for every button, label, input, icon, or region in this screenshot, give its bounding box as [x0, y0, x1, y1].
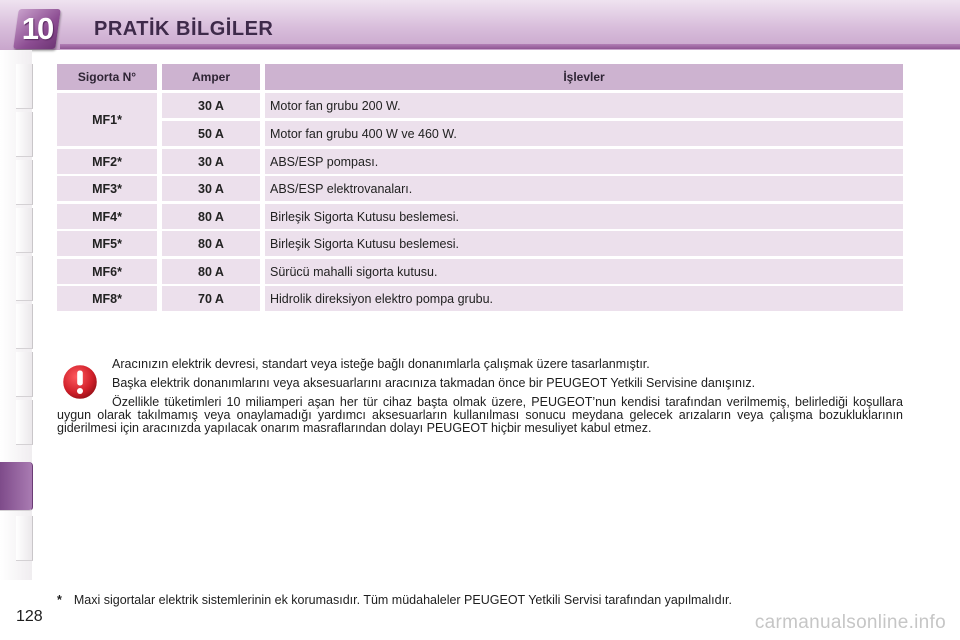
- table-cell-function: Sürücü mahalli sigorta kutusu.: [265, 259, 903, 284]
- table-cell-ampere: 50 A: [162, 121, 260, 146]
- warning-paragraph: Aracınızın elektrik devresi, standart veya isteğe bağlı donanımlarla çalışmak üzere tasarlanmıştır.: [112, 357, 650, 371]
- header-underline: [60, 44, 960, 49]
- page-number: 128: [16, 608, 43, 625]
- chapter-tab[interactable]: [16, 64, 33, 109]
- table-cell-fuse: MF6*: [57, 259, 157, 284]
- table-cell-function: ABS/ESP elektrovanaları.: [265, 176, 903, 201]
- table-cell-function: Motor fan grubu 200 W.: [265, 93, 903, 118]
- chapter-tab[interactable]: [16, 400, 33, 445]
- table-cell-fuse: MF5*: [57, 231, 157, 256]
- header-ampere: Amper: [162, 64, 260, 90]
- chapter-tab[interactable]: [16, 304, 33, 349]
- chapter-tab[interactable]: [16, 208, 33, 253]
- chapter-number: 10: [21, 11, 53, 46]
- table-cell-fuse: MF8*: [57, 286, 157, 311]
- header-fuse-number: Sigorta N°: [57, 64, 157, 90]
- table-cell-ampere: 30 A: [162, 93, 260, 118]
- table-cell-ampere: 70 A: [162, 286, 260, 311]
- page-title: PRATİK BİLGİLER: [94, 18, 274, 40]
- footnote: [57, 593, 732, 607]
- chapter-tab[interactable]: [16, 352, 33, 397]
- chapter-tab[interactable]: [16, 516, 33, 561]
- table-cell-function: ABS/ESP pompası.: [265, 149, 903, 174]
- header-functions: İşlevler: [265, 64, 903, 90]
- table-cell-function: Hidrolik direksiyon elektro pompa grubu.: [265, 286, 903, 311]
- table-cell-ampere: 80 A: [162, 259, 260, 284]
- chapter-tab-strip: [0, 50, 32, 580]
- table-cell-fuse: MF1*: [57, 93, 157, 146]
- watermark: carmanualsonline.info: [754, 612, 946, 633]
- warning-text: [57, 358, 903, 441]
- chapter-tab-active[interactable]: [0, 462, 33, 511]
- table-cell-fuse: MF4*: [57, 204, 157, 229]
- icon-spacer: [57, 358, 112, 408]
- table-cell-ampere: 30 A: [162, 176, 260, 201]
- chapter-tab[interactable]: [16, 256, 33, 301]
- footnote-mark: *: [57, 593, 62, 607]
- table-cell-function: Motor fan grubu 400 W ve 460 W.: [265, 121, 903, 146]
- warning-paragraph: Özellikle tüketimleri 10 miliamperi aşan her tür cihaz başta olmak üzere, PEUGEOT’nun kendisi tarafından verilmemiş, belirlediği koşullara uygun olarak takılmamış veya onaylamadığı yardımcı aksesuarların kullanılması sonucu meydana gelecek arızaların veya çalışma bozukluklarının giderilmesi için aracınızda yapılacak onarım masraflarından dolayı PEUGEOT hiçbir mesuliyet kabul etmez.: [57, 395, 903, 435]
- chapter-tab[interactable]: [16, 160, 33, 205]
- warning-paragraph: Başka elektrik donanımlarını veya aksesuarlarını aracınıza takmadan önce bir PEUGEOT Yetkili Servisine danışınız.: [112, 376, 756, 390]
- table-cell-fuse: MF3*: [57, 176, 157, 201]
- table-cell-function: Birleşik Sigorta Kutusu beslemesi.: [265, 231, 903, 256]
- footnote-text: Maxi sigortalar elektrik sistemlerinin ek korumasıdır. Tüm müdahaleler PEUGEOT Yetkili Servisi tarafından yapılmalıdır.: [73, 593, 733, 607]
- table-cell-ampere: 30 A: [162, 149, 260, 174]
- table-cell-function: Birleşik Sigorta Kutusu beslemesi.: [265, 204, 903, 229]
- table-cell-ampere: 80 A: [162, 204, 260, 229]
- chapter-tab[interactable]: [16, 112, 33, 157]
- table-cell-ampere: 80 A: [162, 231, 260, 256]
- table-cell-fuse: MF2*: [57, 149, 157, 174]
